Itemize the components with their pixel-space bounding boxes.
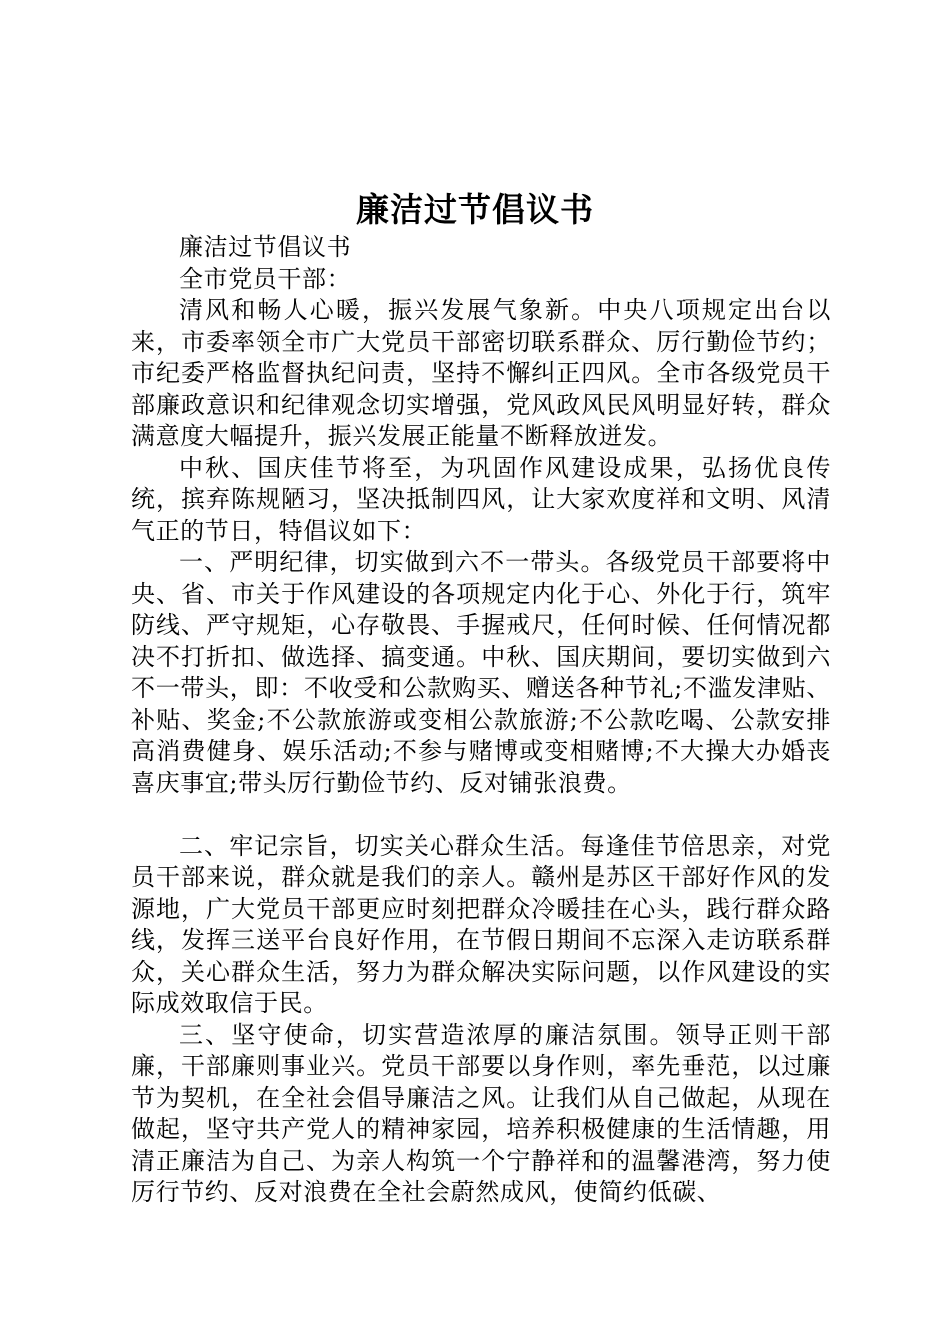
paragraph-proposal: 中秋、国庆佳节将至，为巩固作风建设成果，弘扬优良传统，摈弃陈规陋习，坚决抵制四风，让大家欢度祥和文明、风清气正的节日，特倡议如下： <box>131 453 831 545</box>
paragraph-intro: 清风和畅人心暖，振兴发展气象新。中央八项规定出台以来，市委率领全市广大党员干部密切联系群众、厉行勤俭节约；市纪委严格监督执纪问责，坚持不懈纠正四风。全市各级党员干部廉政意识和纪律观念切实增强，党风政风民风明显好转，群众满意度大幅提升，振兴发展正能量不断释放迸发。 <box>131 296 831 450</box>
paragraph-point-one: 一、严明纪律，切实做到六不一带头。各级党员干部要将中央、省、市关于作风建设的各项规定内化于心、外化于行，筑牢防线、严守规矩，心存敬畏、手握戒尺，任何时候、任何情况都决不打折扣、做选择、搞变通。中秋、国庆期间，要切实做到六不一带头，即：不收受和公款购买、赠送各种节礼;不滥发津贴、补贴、奖金;不公款旅游或变相公款旅游;不公款吃喝、公款安排高消费健身、娱乐活动;不参与赌博或变相赌博;不大操大办婚丧喜庆事宜;带头厉行勤俭节约、反对铺张浪费。 <box>131 548 831 797</box>
paragraph-point-two: 二、牢记宗旨，切实关心群众生活。每逢佳节倍思亲，对党员干部来说，群众就是我们的亲人。赣州是苏区干部好作风的发源地，广大党员干部更应时刻把群众冷暖挂在心头，践行群众路线，发挥三送平台良好作用，在节假日期间不忘深入走访联系群众，关心群众生活，努力为群众解决实际问题，以作风建设的实际成效取信于民。 <box>131 831 831 1017</box>
salutation: 全市党员干部： <box>179 264 352 293</box>
document-subtitle: 廉洁过节倡议书 <box>179 233 352 261</box>
document-body <box>131 232 831 1209</box>
document-title: 廉洁过节倡议书 <box>356 190 594 229</box>
paragraph-point-three: 三、坚守使命，切实营造浓厚的廉洁氛围。领导正则干部廉，干部廉则事业兴。党员干部要以身作则，率先垂范，以过廉节为契机，在全社会倡导廉洁之风。让我们从自己做起，从现在做起，坚守共产党人的精神家园，培养积极健康的生活情趣，用清正廉洁为自己、为亲人构筑一个宁静祥和的温馨港湾，努力使厉行节约、反对浪费在全社会蔚然成风，使简约低碳、 <box>131 1020 831 1206</box>
